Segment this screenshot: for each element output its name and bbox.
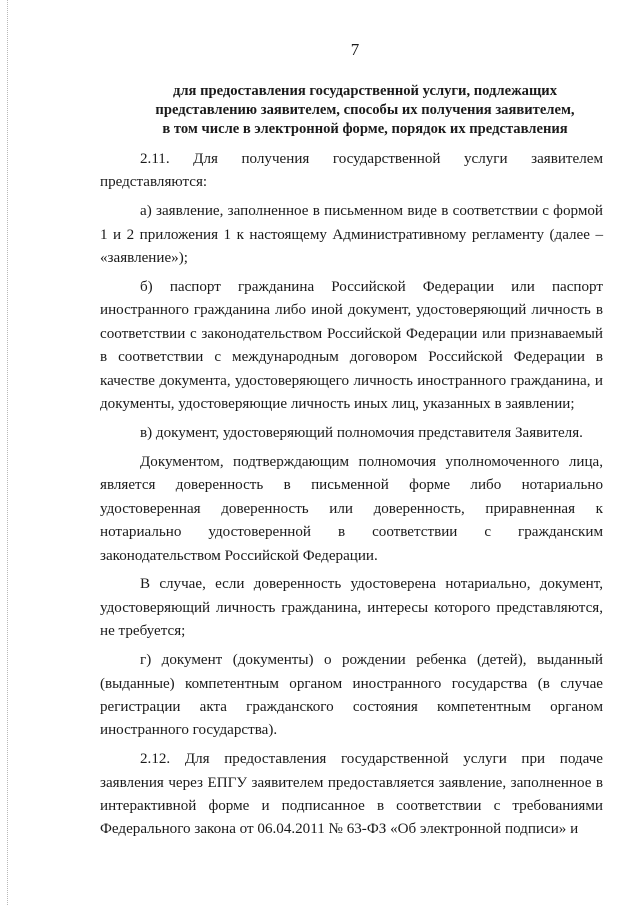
paragraph-item-g: г) документ (документы) о рождении ребенка (детей), выданный (выданные) компетентным органом иностранного государства (в случае регистрации акта гражданского состояния компетентным органом иностранного государства).: [100, 652, 603, 739]
paragraph-2-11: 2.11. Для получения государственной услуги заявителем представляются:: [100, 151, 603, 191]
heading-line-2: представлению заявителем, способы их получения заявителем,: [155, 102, 575, 118]
section-heading: [120, 82, 610, 139]
heading-line-1: для предоставления государственной услуги, подлежащих: [172, 83, 557, 99]
page-number: 7: [350, 40, 360, 59]
heading-line-3: в том числе в электронной форме, порядок их представления: [162, 121, 568, 137]
document-body: [100, 148, 603, 842]
paragraph-power-of-attorney: Документом, подтверждающим полномочия уполномоченного лица, является доверенность в письменной форме либо нотариально удостоверенная доверенность или доверенность, приравненная к нотариально удостоверенной в соответствии с гражданским законодательством Российской Федерации.: [100, 453, 603, 564]
paragraph-item-b: б) паспорт гражданина Российской Федерации или паспорт иностранного гражданина либо иной документ, удостоверяющий личность в соответствии с законодательством Российской Федерации или признаваемый в соответствии с международным договором Российской Федерации в качестве документа, удостоверяющего личность иностранного гражданина, и документы, удостоверяющие личность иных лиц, указанных в заявлении;: [100, 279, 603, 413]
scan-edge-line: [7, 0, 8, 905]
paragraph-item-v: в) документ, удостоверяющий полномочия представителя Заявителя.: [140, 424, 583, 441]
paragraph-2-12: 2.12. Для предоставления государственной услуги при подаче заявления через ЕПГУ заявителем предоставляется заявление, заполненное в интерактивной форме и подписанное в соответствии с требованиями Федерального закона от 06.04.2011 № 63-ФЗ «Об электронной подписи» и: [100, 751, 603, 838]
paragraph-item-a: а) заявление, заполненное в письменном виде в соответствии с формой 1 и 2 приложения 1 к настоящему Административному регламенту (далее – «заявление»);: [100, 203, 603, 267]
paragraph-notarized-case: В случае, если доверенность удостоверена нотариально, документ, удостоверяющий личность гражданина, интересы которого представляются, не требуется;: [100, 576, 603, 640]
